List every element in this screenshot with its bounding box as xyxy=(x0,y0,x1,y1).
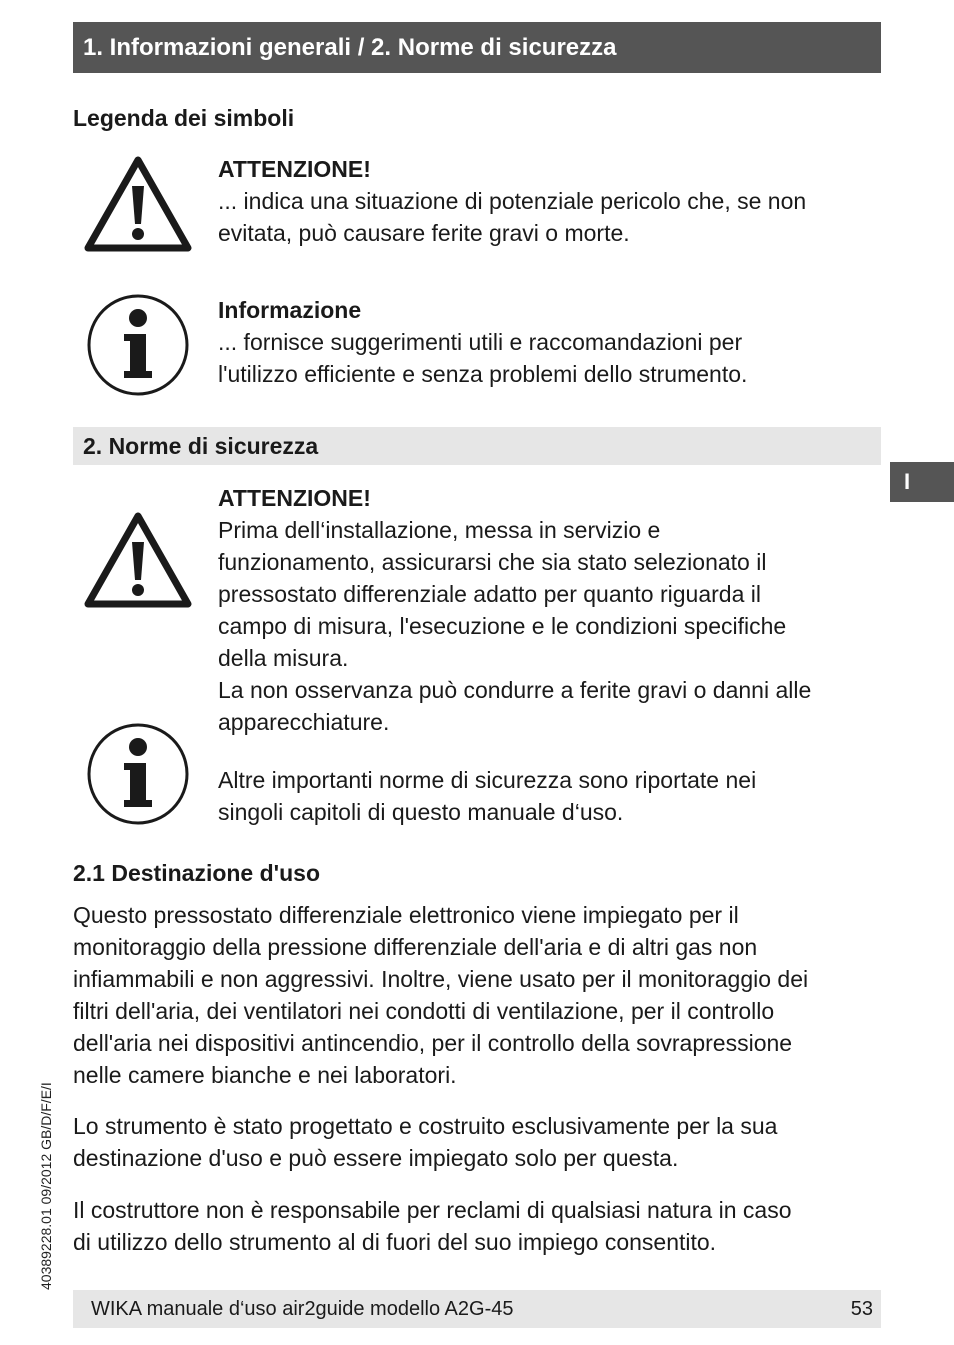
language-tab: I xyxy=(890,462,954,502)
subsection-heading-intended-use: 2.1 Destinazione d'uso xyxy=(73,860,321,886)
intended-use-paragraph-3: Il costruttore non è responsabile per reclami di qualsiasi natura in caso di utilizzo dello strumento al di fuori del suo impiego consentito. xyxy=(73,1197,792,1255)
warning-triangle-icon xyxy=(84,512,192,608)
section-heading-safety: 2. Norme di sicurezza xyxy=(73,427,881,465)
page-footer xyxy=(73,1290,881,1328)
intended-use-paragraph-1: Questo pressostato differenziale elettronico viene impiegato per il monitoraggio della pressione differenziale dell'aria e di altri gas non infiammabili e non aggressivi. Inoltre, viene usato per il monitoraggio dei filtri dell'aria, dei ventilatori nei condotti di ventilazione, per il controllo dell'aria nei dispositivi antincendio, per il controllo della sovrapressione nelle camere bianche e nei laboratori. xyxy=(73,902,809,1088)
warning-triangle-icon xyxy=(84,156,192,252)
legend-heading: Legenda dei simboli xyxy=(73,105,295,131)
legend-warning-text: ... indica una situazione di potenziale pericolo che, se non evitata, può causare ferite gravi o morte. xyxy=(218,188,807,246)
safety-info-text: Altre importanti norme di sicurezza sono riportate nei singoli capitoli di questo manuale d‘uso. xyxy=(218,767,757,825)
info-circle-icon xyxy=(86,722,190,826)
legend-info-text: ... fornisce suggerimenti utili e raccomandazioni per l'utilizzo efficiente e senza problemi dello strumento. xyxy=(218,329,748,387)
legend-warning-title: ATTENZIONE! xyxy=(218,156,371,182)
document-code: 40389228.01 09/2012 GB/D/F/E/I xyxy=(38,1082,54,1290)
footer-text: WIKA manuale d‘uso air2guide modello A2G-45 xyxy=(91,1297,514,1320)
legend-info-title: Informazione xyxy=(218,297,362,323)
page-header xyxy=(73,22,881,73)
page-title: 1. Informazioni generali / 2. Norme di sicurezza xyxy=(83,33,617,61)
intended-use-paragraph-2: Lo strumento è stato progettato e costruito esclusivamente per la sua destinazione d'uso e può essere impiegato solo per questa. xyxy=(73,1113,778,1171)
safety-warning-text: Prima dell‘installazione, messa in servizio e funzionamento, assicurarsi che sia stato selezionato il pressostato differenziale adatto per quanto riguarda il campo di misura, l'esecuzione e le condizioni specifiche della misura. La non osservanza può condurre a ferite gravi o danni alle apparecchiature. xyxy=(218,517,812,735)
safety-warning-title: ATTENZIONE! xyxy=(218,485,371,511)
info-circle-icon xyxy=(86,293,190,397)
page-number: 53 xyxy=(850,1297,873,1320)
